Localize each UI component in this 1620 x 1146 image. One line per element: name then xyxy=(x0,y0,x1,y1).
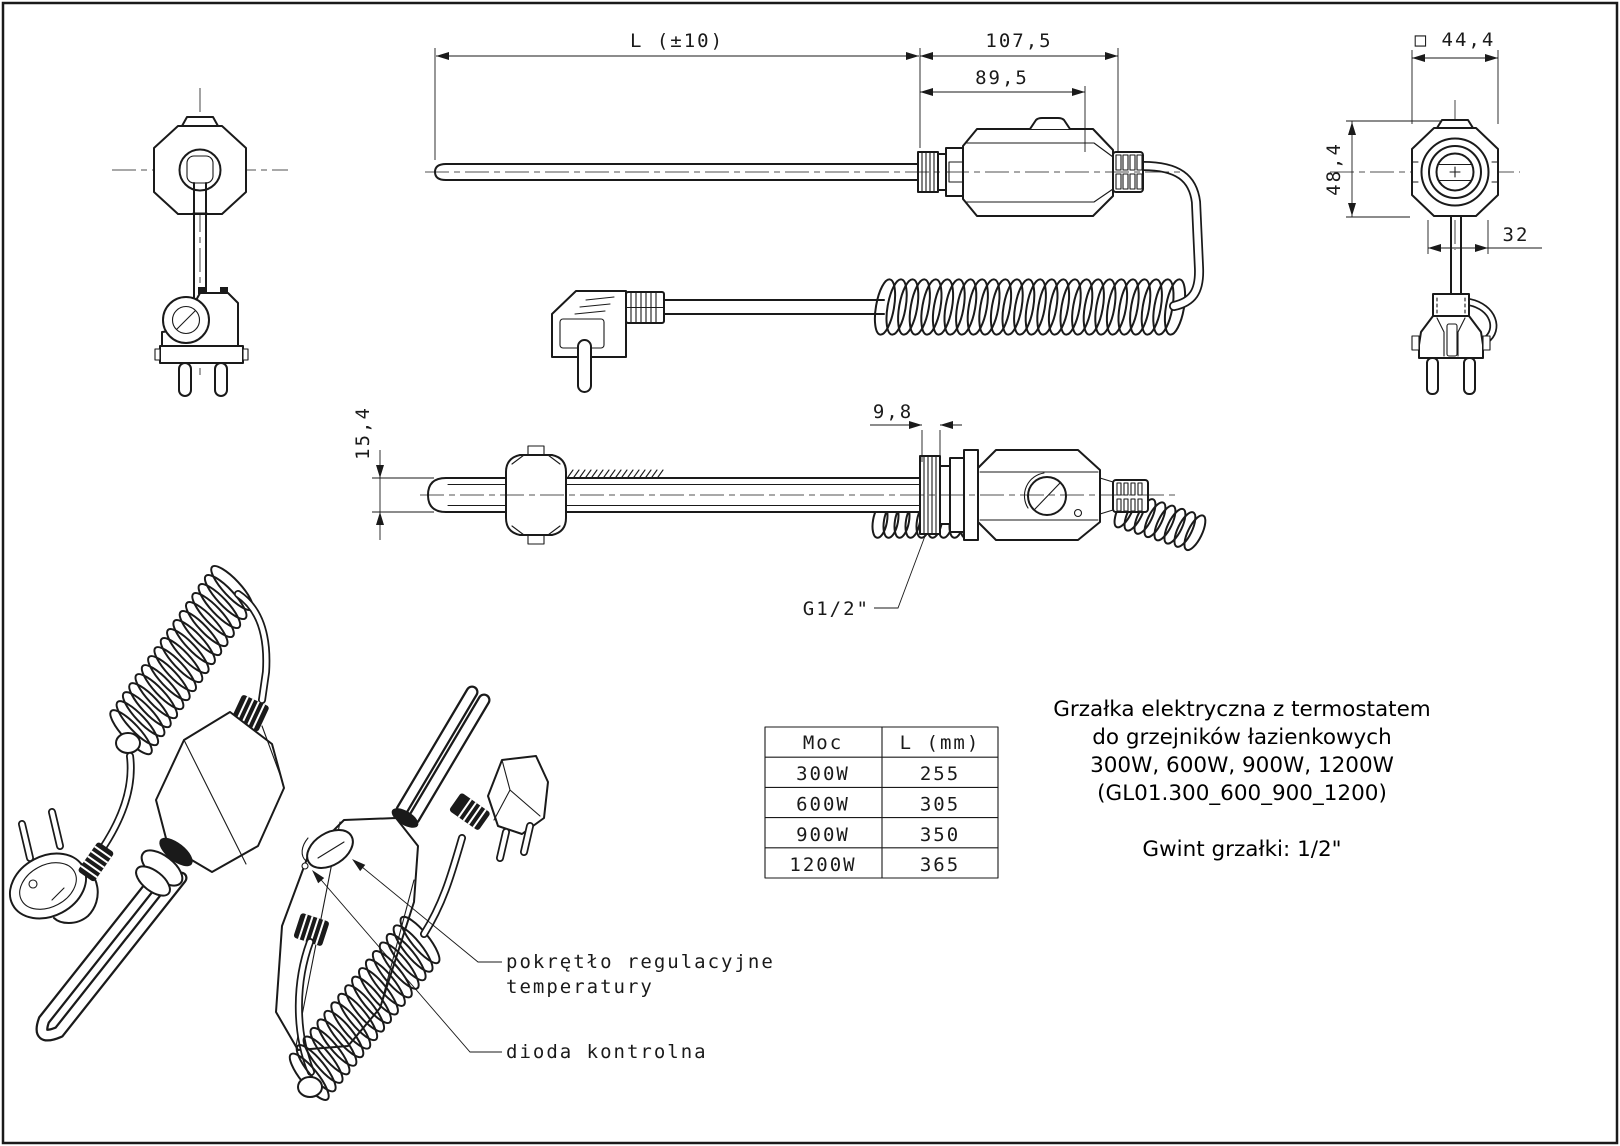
title-block xyxy=(1053,697,1431,862)
table-header-power: Moc xyxy=(802,732,844,754)
dim-length-label: L (±10) xyxy=(629,30,725,52)
view-end xyxy=(1323,29,1542,394)
thread-note: Gwint grzałki: 1/2" xyxy=(1142,837,1342,862)
cell-power-900: 900W xyxy=(796,823,850,846)
dim-thread-length: 9,8 xyxy=(872,401,914,423)
cell-power-600: 600W xyxy=(796,793,850,816)
iso1-plug xyxy=(0,812,114,931)
cell-length-255: 255 xyxy=(919,763,961,785)
dimension-9-8 xyxy=(870,401,962,472)
cell-length-350: 350 xyxy=(919,823,961,846)
plug-pin xyxy=(1427,358,1438,394)
control-led xyxy=(1075,510,1082,517)
title-line4: (GL01.300_600_900_1200) xyxy=(1097,781,1387,806)
table-header-length: L (mm) xyxy=(899,732,981,754)
coil-end-loop xyxy=(116,733,140,753)
dim-plug-width: 32 xyxy=(1502,224,1530,246)
title-line1: Grzałka elektryczna z termostatem xyxy=(1053,697,1431,722)
title-line3: 300W, 600W, 900W, 1200W xyxy=(1090,753,1394,778)
angled-plug xyxy=(552,291,664,392)
title-line2: do grzejników łazienkowych xyxy=(1092,725,1392,750)
dim-head-height: 48,4 xyxy=(1323,142,1345,196)
strain-relief-side xyxy=(1113,480,1148,512)
view-main-side xyxy=(425,30,1199,392)
plug-pin xyxy=(1464,358,1475,394)
plug-strain-relief xyxy=(626,292,664,323)
view-rotated-side xyxy=(352,401,1210,620)
iso-view-1 xyxy=(0,559,284,1035)
plug-pin xyxy=(179,363,191,396)
thermostat-body xyxy=(963,118,1113,216)
cell-power-300: 300W xyxy=(796,763,850,785)
cell-length-305: 305 xyxy=(919,793,961,816)
led-label: dioda kontrolna xyxy=(506,1041,708,1063)
knob-label-line2: temperatury xyxy=(506,976,654,998)
iso-view-2 xyxy=(276,692,775,1107)
dimension-L xyxy=(435,30,920,160)
plug-pin xyxy=(215,363,227,396)
dim-element-thickness: 15,4 xyxy=(352,406,374,460)
spec-table xyxy=(765,727,998,878)
iso2-coil-end-loop xyxy=(298,1077,322,1097)
dim-head-to-thread: 89,5 xyxy=(975,67,1029,89)
coiled-cable xyxy=(871,278,1188,336)
knob-top xyxy=(1030,118,1070,129)
plug-pin xyxy=(578,340,591,392)
dim-square-size: □ 44,4 xyxy=(1414,29,1496,51)
dim-head-total: 107,5 xyxy=(985,30,1053,52)
cell-length-365: 365 xyxy=(919,854,961,876)
fin-serration xyxy=(568,470,663,477)
dimension-32 xyxy=(1428,220,1542,254)
view-front-plug xyxy=(112,88,288,396)
knob-label-line1: pokrętło regulacyjne xyxy=(506,951,775,973)
iso2-led xyxy=(302,863,308,869)
cell-power-1200: 1200W xyxy=(789,854,857,876)
thread-spec-label: G1/2" xyxy=(802,598,870,620)
dimension-15-4 xyxy=(352,406,434,540)
thread-callout xyxy=(803,536,925,620)
